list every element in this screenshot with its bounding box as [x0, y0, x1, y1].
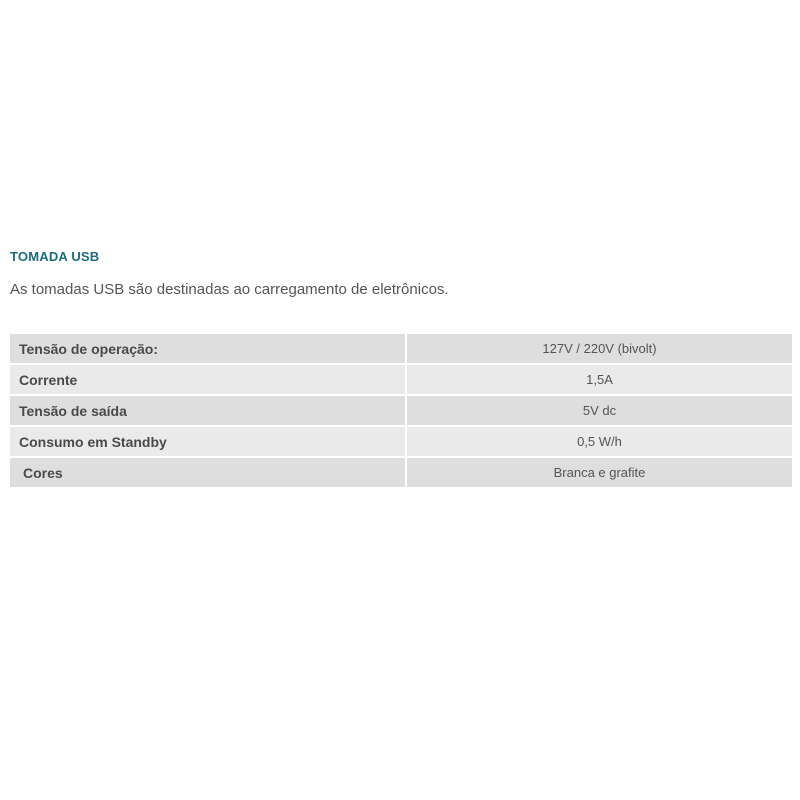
spec-label-output-voltage: Tensão de saída — [10, 396, 407, 427]
section-description: As tomadas USB são destinadas ao carregamento de eletrônicos. — [10, 281, 449, 298]
table-row — [10, 365, 792, 396]
table-row — [10, 458, 792, 489]
spec-value-current: 1,5A — [407, 365, 792, 396]
spec-value-operating-voltage: 127V / 220V (bivolt) — [407, 334, 792, 365]
spec-value-output-voltage: 5V dc — [407, 396, 792, 427]
section-title: TOMADA USB — [10, 249, 100, 264]
spec-value-standby-consumption: 0,5 W/h — [407, 427, 792, 458]
table-row — [10, 396, 792, 427]
spec-label-current: Corrente — [10, 365, 407, 396]
table-row — [10, 334, 792, 365]
spec-table — [10, 334, 792, 489]
spec-label-colors: Cores — [10, 458, 407, 489]
spec-label-standby-consumption: Consumo em Standby — [10, 427, 407, 458]
table-row — [10, 427, 792, 458]
spec-value-colors: Branca e grafite — [407, 458, 792, 489]
spec-label-operating-voltage: Tensão de operação: — [10, 334, 407, 365]
